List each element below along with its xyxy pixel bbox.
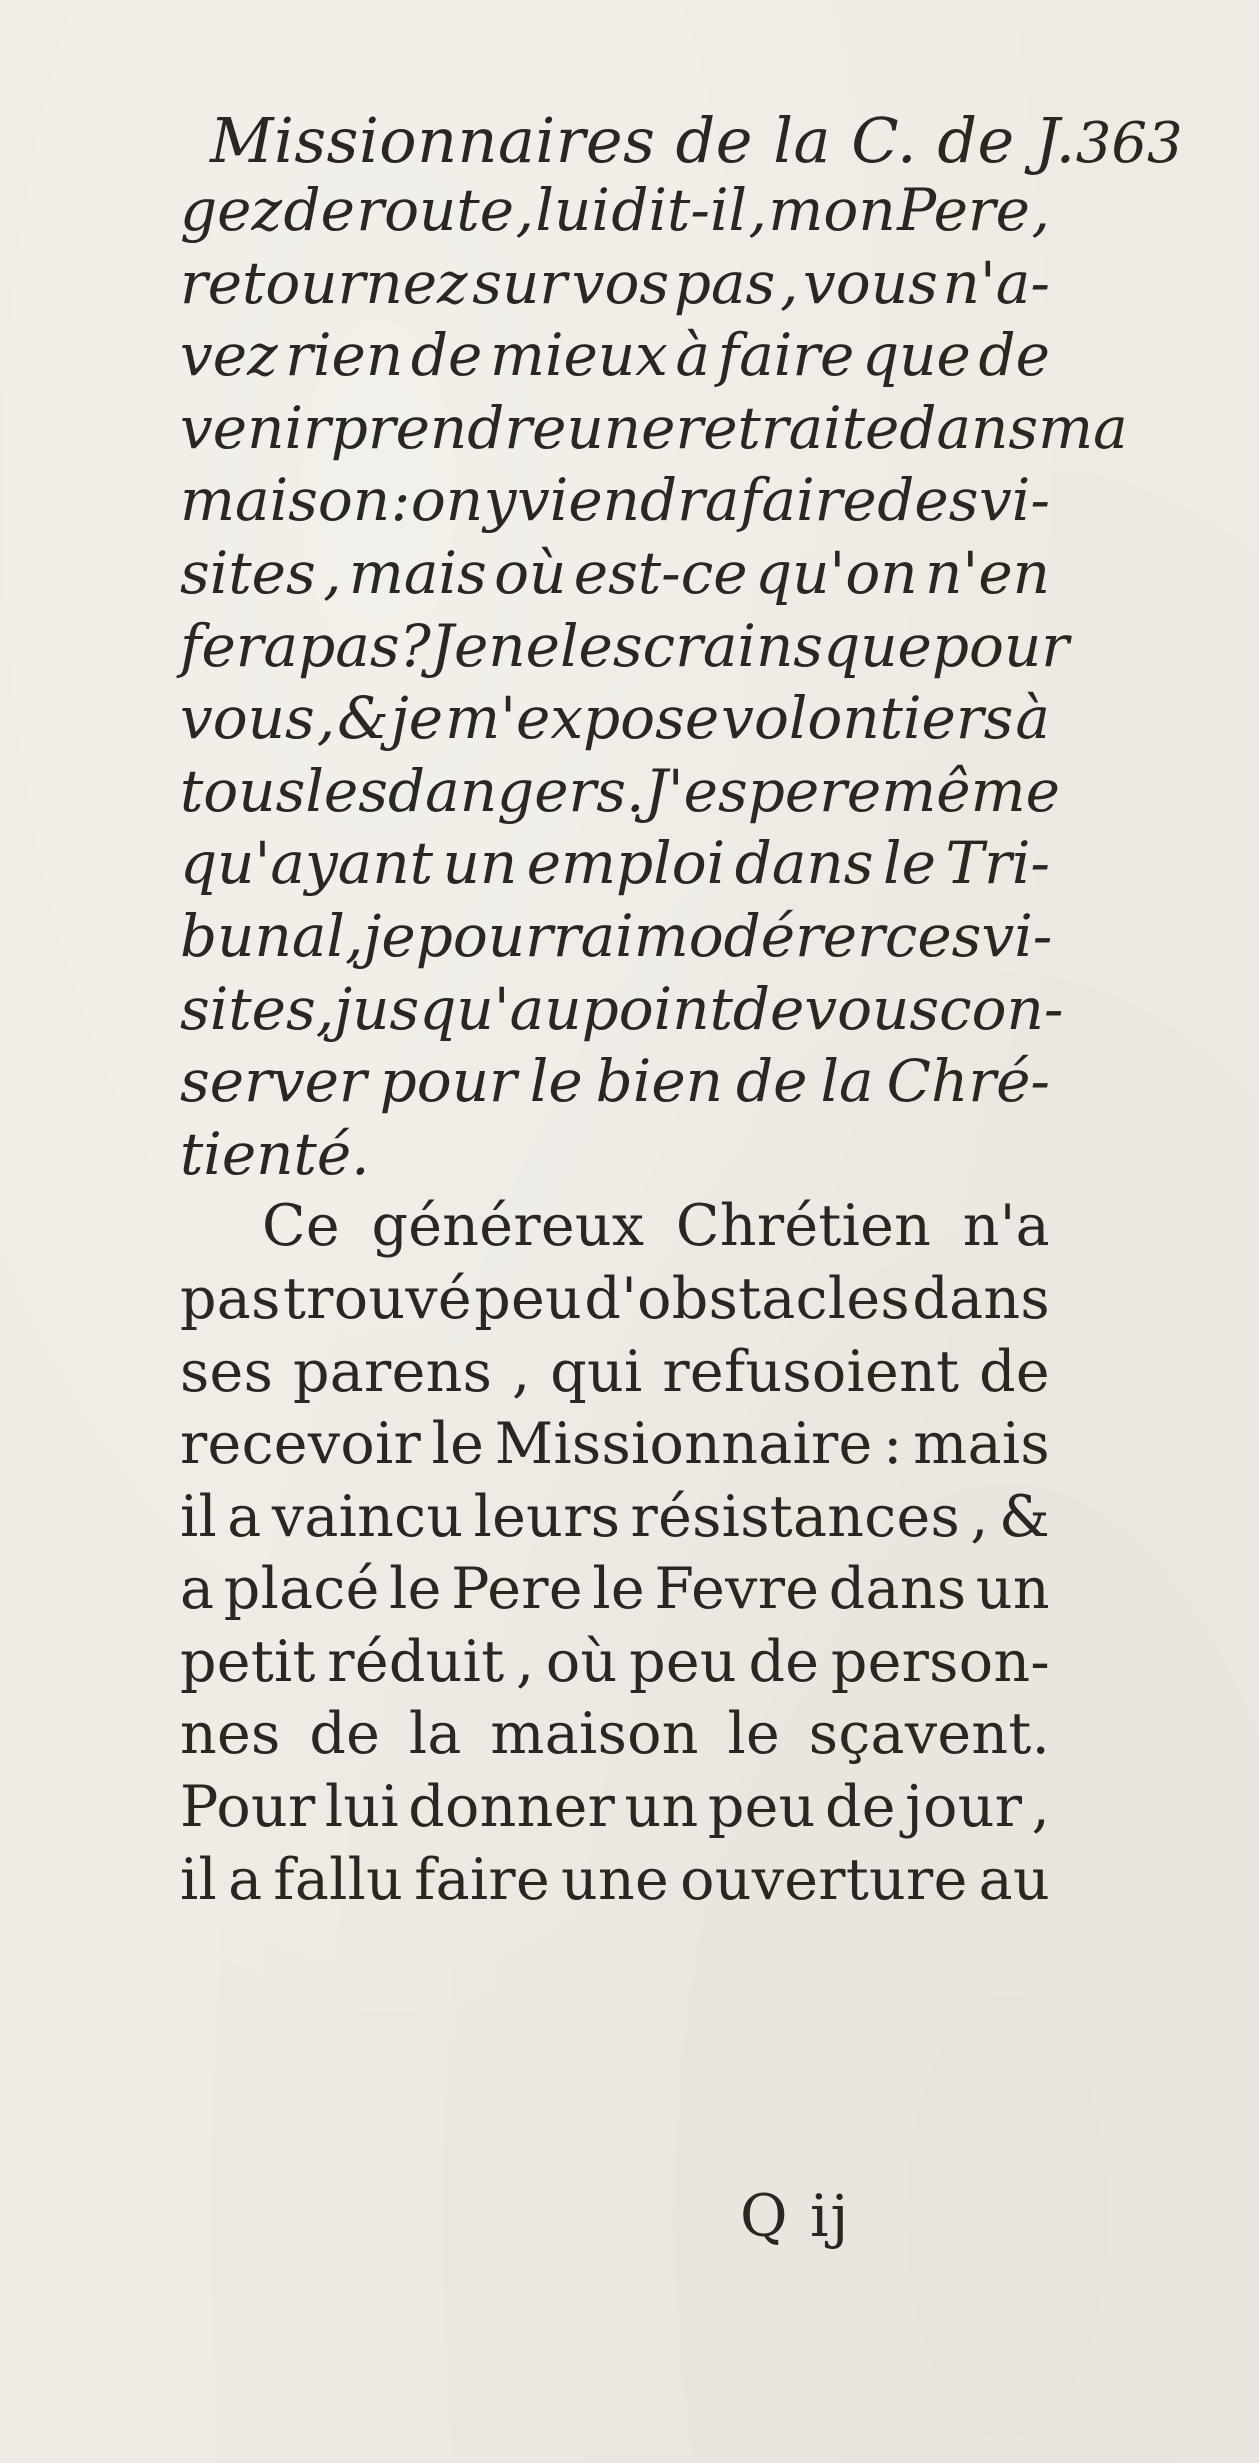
text-line: Pour lui donner un peu de jour , [180, 1774, 1050, 1841]
text-line: sites , jusqu'au point de vous con- [180, 974, 1064, 1043]
text-line: Ce généreux Chrétien n'a [262, 1193, 1050, 1260]
text-line: tous les dangers. J'espere même [180, 756, 1060, 825]
text-line: bunal , je pourrai modérer ces vi- [180, 901, 1053, 970]
text-line: venir prendre une retraite dans ma [180, 393, 1128, 462]
text-line: qu'ayant un emploi dans le Tri- [180, 829, 1050, 898]
running-header [210, 104, 1183, 180]
text-line: vous , & je m'expose volontiers à [180, 684, 1050, 753]
text-line: pas trouvé peu d'obstacles dans [180, 1265, 1050, 1332]
text-line: recevoir le Missionnaire : mais [180, 1411, 1050, 1478]
text-line: fera pas ? Je ne les crains que pour [180, 611, 1070, 680]
text-line: sites , mais où est-ce qu'on n'en [180, 538, 1050, 607]
text-line: retournez sur vos pas , vous n'a- [180, 248, 1050, 317]
running-title: Missionnaires de la C. de J. [210, 104, 1076, 177]
text-line: il a vaincu leurs résistances , & [180, 1483, 1050, 1550]
text-line: nes de la maison le sçavent. [180, 1701, 1050, 1768]
text-line: a placé le Pere le Fevre dans un [180, 1556, 1050, 1623]
signature-mark: Q ij [740, 2182, 851, 2250]
text-line: gez de route , lui dit-il , mon Pere , [180, 176, 1050, 244]
page-number: 363 [1075, 111, 1183, 176]
text-line: petit réduit , où peu de person- [180, 1628, 1050, 1695]
text-line: server pour le bien de la Chré- [180, 1047, 1050, 1116]
text-line: tienté. [180, 1119, 370, 1188]
body-text [180, 174, 1128, 1916]
text-line: maison : on y viendra faire des vi- [180, 466, 1050, 535]
text-line: vez rien de mieux à faire que de [180, 321, 1050, 390]
text-line: il a fallu faire une ouverture au [180, 1846, 1050, 1913]
text-line: ses parens , qui refusoient de [180, 1338, 1050, 1405]
